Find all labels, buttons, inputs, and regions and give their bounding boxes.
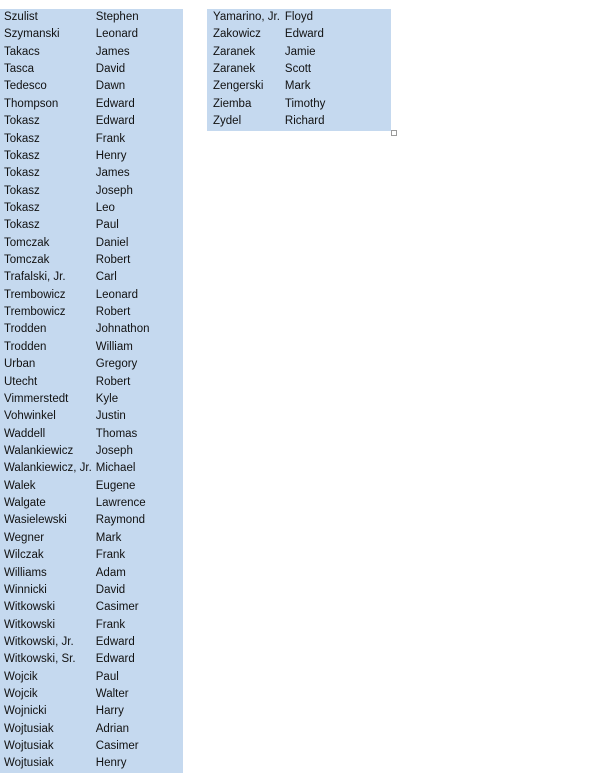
table-row [0,617,183,634]
last-name-cell: Wilczak [4,549,44,562]
table-row [0,426,183,443]
first-name-cell: Walter [95,688,129,701]
names-table-left [0,9,183,773]
last-name-cell: Walgate [4,497,46,510]
first-name-cell: Dawn [95,80,126,93]
table-row [0,26,183,43]
first-name-cell: Lawrence [95,497,146,510]
last-name-cell: Trafalski, Jr. [4,271,66,284]
last-name-cell: Tomczak [4,236,50,249]
table-row [0,391,183,408]
last-name-cell: Utecht [4,375,38,388]
last-name-cell: Walankiewicz [4,444,74,457]
last-name-cell: Wojnicki [4,705,47,718]
table-row [0,443,183,460]
first-name-cell: Henry [95,757,127,770]
table-row [0,269,183,286]
first-name-cell: Joseph [95,444,133,457]
table-row [0,304,183,321]
first-name-cell: Jamie [284,45,316,58]
last-name-cell: Wegner [4,531,45,544]
first-name-cell: Edward [284,28,324,41]
table-row [0,44,183,61]
table-row [0,512,183,529]
last-name-cell: Tokasz [4,219,40,232]
last-name-cell: Zakowicz [213,28,261,41]
first-name-cell: James [95,167,130,180]
first-name-cell: Casimer [95,601,139,614]
first-name-cell: Robert [95,306,131,319]
first-name-cell: Gregory [95,358,138,371]
last-name-cell: Witkowski, Jr. [4,635,74,648]
last-name-cell: Szulist [4,11,38,23]
first-name-cell: Carl [95,271,117,284]
first-name-cell: Johnathon [95,323,150,336]
first-name-cell: Richard [284,115,325,128]
first-name-cell: Casimer [95,740,139,753]
last-name-cell: Trembowicz [4,306,66,319]
first-name-cell: Mark [284,80,311,93]
last-name-cell: Witkowski, Sr. [4,653,76,666]
first-name-cell: Daniel [95,236,129,249]
last-name-cell: Witkowski [4,601,56,614]
first-name-cell: Adam [95,566,126,579]
last-name-cell: Urban [4,358,36,371]
table-row [207,26,391,43]
first-name-cell: Robert [95,375,131,388]
first-name-cell: Scott [284,63,312,76]
table-row [0,165,183,182]
last-name-cell: Tokasz [4,132,40,145]
last-name-cell: Vohwinkel [4,410,56,423]
last-name-cell: Tokasz [4,184,40,197]
last-name-cell: Szymanski [4,28,60,41]
last-name-cell: Zaranek [213,45,256,58]
last-name-cell: Waddell [4,427,46,440]
table-row [0,408,183,425]
first-name-cell: Frank [95,549,126,562]
table-row [0,374,183,391]
last-name-cell: Tedesco [4,80,47,93]
last-name-cell: Zengerski [213,80,264,93]
last-name-cell: Winnicki [4,583,47,596]
last-name-cell: Tasca [4,63,35,76]
last-name-cell: Wojtusiak [4,740,54,753]
last-name-cell: Witkowski [4,618,56,631]
last-name-cell: Wojcik [4,688,38,701]
table-row [0,686,183,703]
last-name-cell: Tomczak [4,254,50,267]
first-name-cell: Edward [95,653,135,666]
table-row [0,669,183,686]
last-name-cell: Zaranek [213,63,256,76]
last-name-cell: Wojtusiak [4,757,54,770]
last-name-cell: Trodden [4,323,47,336]
table-row [0,495,183,512]
last-name-cell: Wojtusiak [4,722,54,735]
first-name-cell: Eugene [95,479,136,492]
table-row [207,61,391,78]
table-row [0,235,183,252]
last-name-cell: Tokasz [4,201,40,214]
table-row [207,44,391,61]
first-name-cell: Robert [95,254,131,267]
table-row [0,131,183,148]
first-name-cell: Frank [95,132,126,145]
last-name-cell: Wasielewski [4,514,67,527]
first-name-cell: Joseph [95,184,133,197]
table-row [0,200,183,217]
table-row [0,183,183,200]
first-name-cell: Henry [95,149,127,162]
last-name-cell: Williams [4,566,47,579]
table-row [0,634,183,651]
table-row [0,96,183,113]
first-name-cell: Adrian [95,722,130,735]
table-row [0,321,183,338]
last-name-cell: Yamarino, Jr. [213,11,280,23]
first-name-cell: Paul [95,219,119,232]
table-row [0,738,183,755]
last-name-cell: Thompson [4,97,59,110]
table-row [0,651,183,668]
table-row [207,9,391,26]
last-name-cell: Tokasz [4,115,40,128]
table-row [0,703,183,720]
first-name-cell: Floyd [284,11,314,23]
last-name-cell: Tokasz [4,167,40,180]
table-row [0,755,183,772]
first-name-cell: Harry [95,705,124,718]
table-row [0,148,183,165]
last-name-cell: Ziemba [213,97,252,110]
first-name-cell: Timothy [284,97,326,110]
first-name-cell: Raymond [95,514,145,527]
table-row [0,356,183,373]
names-table-right [207,9,391,131]
table-row [0,460,183,477]
first-name-cell: Stephen [95,11,139,23]
first-name-cell: David [95,583,126,596]
table-row [0,78,183,95]
table-row [0,582,183,599]
first-name-cell: Frank [95,618,126,631]
table-row [0,530,183,547]
first-name-cell: Leonard [95,288,138,301]
last-name-cell: Zydel [213,115,242,128]
last-name-cell: Walankiewicz, Jr. [4,462,92,475]
table-row [0,478,183,495]
last-name-cell: Wojcik [4,670,38,683]
table-row [0,252,183,269]
last-name-cell: Trodden [4,340,47,353]
first-name-cell: William [95,340,133,353]
first-name-cell: Edward [95,635,135,648]
table-row [0,599,183,616]
last-name-cell: Trembowicz [4,288,66,301]
last-name-cell: Vimmerstedt [4,392,69,405]
table-row [0,721,183,738]
first-name-cell: Michael [95,462,136,475]
first-name-cell: Leonard [95,28,138,41]
first-name-cell: Paul [95,670,119,683]
table-row [0,9,183,26]
first-name-cell: James [95,45,130,58]
table-row [207,78,391,95]
table-row [207,96,391,113]
first-name-cell: David [95,63,126,76]
table-row [0,339,183,356]
table-row [0,565,183,582]
table-row [0,287,183,304]
first-name-cell: Mark [95,531,122,544]
table-row [0,217,183,234]
table-row [0,113,183,130]
last-name-cell: Takacs [4,45,40,58]
first-name-cell: Leo [95,201,115,214]
first-name-cell: Thomas [95,427,138,440]
table-row [0,547,183,564]
first-name-cell: Kyle [95,392,119,405]
table-row [0,61,183,78]
table-row [207,113,391,130]
last-name-cell: Walek [4,479,36,492]
first-name-cell: Edward [95,97,135,110]
first-name-cell: Edward [95,115,135,128]
table-resize-handle[interactable] [391,130,397,136]
last-name-cell: Tokasz [4,149,40,162]
first-name-cell: Justin [95,410,126,423]
